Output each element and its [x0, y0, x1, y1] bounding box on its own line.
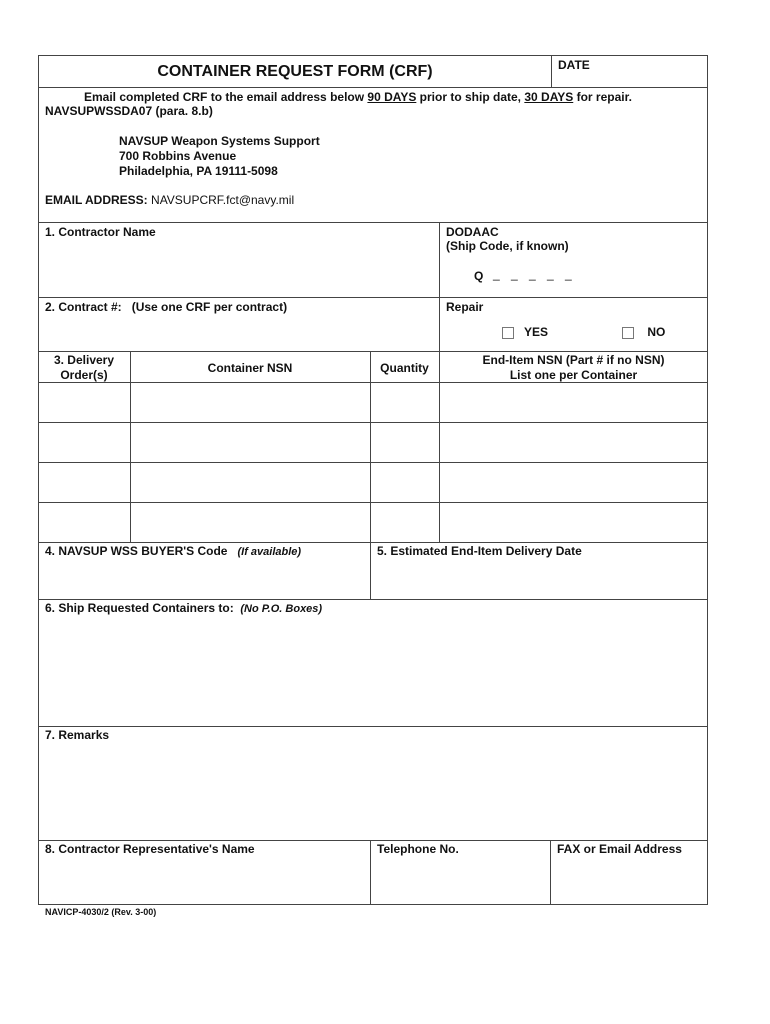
table-row[interactable]: [131, 503, 370, 542]
email-line: [45, 193, 294, 207]
email-label: EMAIL ADDRESS:: [45, 193, 148, 207]
form-title: CONTAINER REQUEST FORM (CRF): [157, 63, 433, 80]
no-label: NO: [647, 325, 666, 339]
address-line-3: Philadelphia, PA 19111-5098: [119, 164, 278, 178]
address-line-1: NAVSUP Weapon Systems Support: [119, 134, 320, 148]
q-prefix: Q: [474, 269, 484, 283]
contractor-name-label: 1. Contractor Name: [45, 225, 156, 239]
repair-label: Repair: [446, 300, 484, 314]
ship-to-text: 6. Ship Requested Containers to:: [45, 601, 234, 615]
table-row[interactable]: [131, 423, 370, 462]
col-delivery-orders-2: Order(s): [60, 368, 108, 382]
thirty-days: 30 DAYS: [524, 90, 574, 104]
container-request-form: [38, 55, 708, 905]
telephone-label: Telephone No.: [377, 842, 459, 856]
dodaac-label: DODAAC: [446, 225, 499, 239]
buyer-code-text: 4. NAVSUP WSS BUYER'S Code: [45, 544, 228, 558]
col-quantity: Quantity: [380, 361, 429, 375]
table-row[interactable]: [131, 383, 370, 422]
instructions-prefix: Email completed CRF to the email address below: [84, 90, 368, 104]
buyer-code-label: [45, 544, 301, 558]
remarks-label: 7. Remarks: [45, 728, 110, 742]
address-line-2: 700 Robbins Avenue: [119, 149, 237, 163]
instructions-mid: prior to ship date,: [416, 90, 525, 104]
col-end-item-nsn-2: List one per Container: [509, 368, 638, 382]
yes-checkbox[interactable]: [502, 327, 514, 339]
rep-name-label: 8. Contractor Representative's Name: [45, 842, 255, 856]
buyer-code-note: (If available): [237, 546, 302, 558]
email-address-link[interactable]: NAVSUPCRF.fct@navy.mil: [147, 193, 295, 207]
date-label: DATE: [558, 58, 590, 72]
instructions-suffix: for repair.: [573, 90, 632, 104]
col-container-nsn: Container NSN: [207, 361, 293, 375]
repair-no-option[interactable]: [622, 325, 665, 339]
form-number: NAVICP-4030/2 (Rev. 3-00): [45, 907, 157, 917]
ship-code-label: (Ship Code, if known): [446, 239, 569, 253]
table-row[interactable]: [131, 463, 370, 502]
yes-label: YES: [524, 325, 549, 339]
contract-note: (Use one CRF per contract): [131, 300, 288, 314]
remarks-field[interactable]: [38, 726, 708, 841]
delivery-date-label: 5. Estimated End-Item Delivery Date: [377, 544, 582, 558]
ship-code-blanks[interactable]: _ _ _ _ _: [493, 267, 576, 281]
table-divider-2: [370, 351, 371, 543]
ship-to-field[interactable]: [38, 599, 708, 727]
no-checkbox[interactable]: [622, 327, 634, 339]
fax-email-label: FAX or Email Address: [557, 842, 682, 856]
col-delivery-orders-1: 3. Delivery: [53, 353, 115, 367]
repair-yes-option[interactable]: [502, 325, 548, 339]
contract-number-text: 2. Contract #:: [45, 300, 122, 314]
col-end-item-nsn-1: End-Item NSN (Part # if no NSN): [482, 353, 665, 367]
ninety-days: 90 DAYS: [367, 90, 417, 104]
instructions-line1: [84, 90, 632, 104]
instructions-line2: NAVSUPWSSDA07 (para. 8.b): [45, 104, 213, 118]
ship-to-note: (No P.O. Boxes): [240, 603, 323, 615]
contract-number-label: [45, 300, 287, 314]
ship-to-label: [45, 601, 322, 615]
